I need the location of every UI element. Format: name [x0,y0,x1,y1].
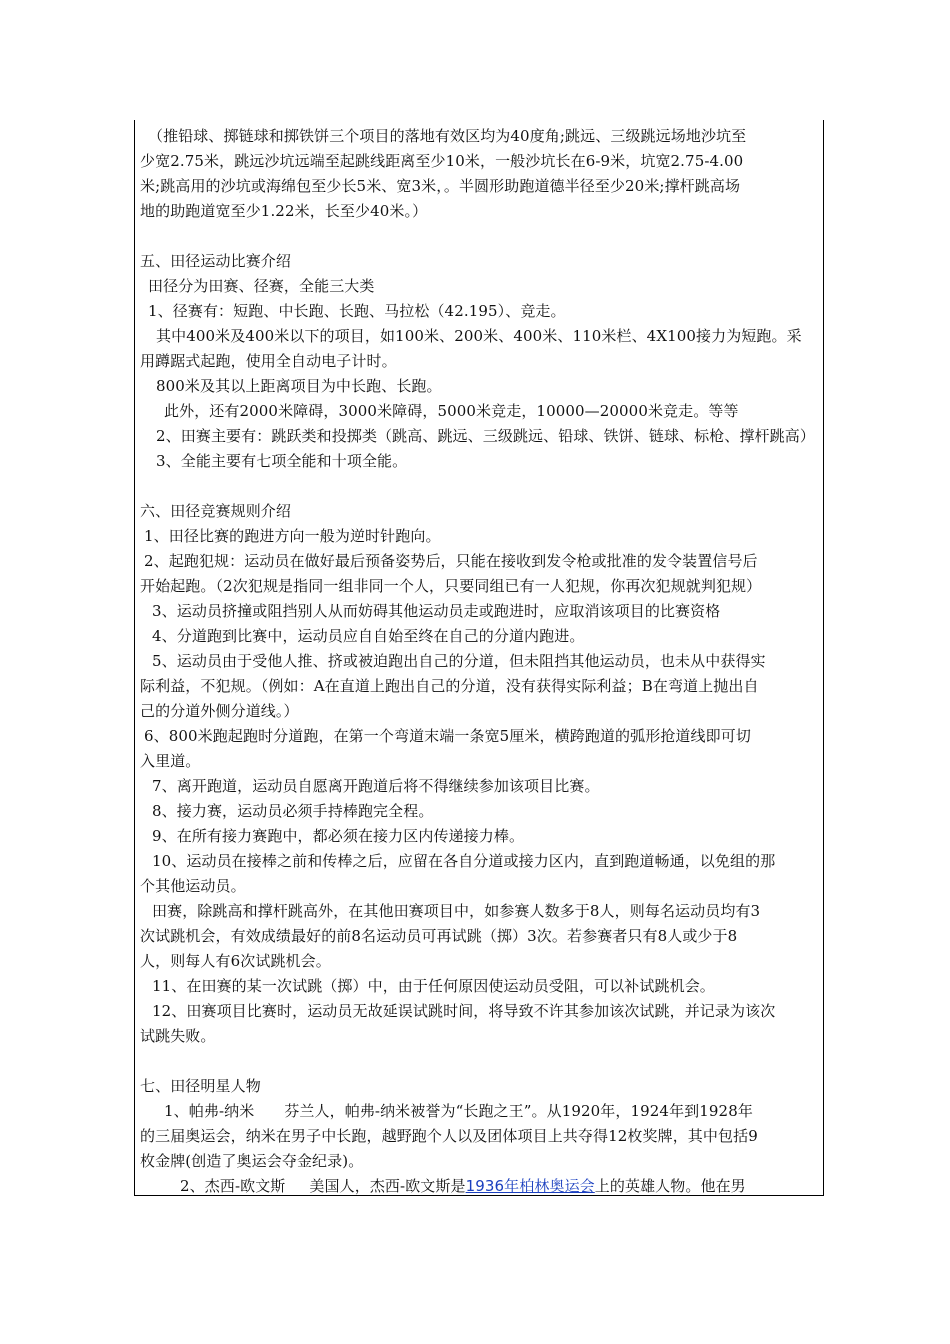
paragraph-line: 际利益，不犯规。（例如：A在直道上跑出自己的分道，没有获得实际利益；B在弯道上抛出自 [140,677,759,695]
paragraph-line: 入里道。 [140,752,201,770]
paragraph-line: 的三届奥运会，纳米在男子中长跑，越野跑个人以及团体项目上共夺得12枚奖牌，其中包括9 [140,1127,758,1145]
paragraph-line: 此外，还有2000米障碍，3000米障碍，5000米竞走，10000—20000米竞走。等等 [164,402,739,420]
paragraph-line: 12、田赛项目比赛时，运动员无故延误试跳时间，将导致不许其参加该次试跳，并记录为该次 [152,1002,776,1020]
paragraph-line: 7、离开跑道，运动员自愿离开跑道后将不得继续参加该项目比赛。 [152,777,600,795]
paragraph-line: 11、在田赛的某一次试跳（掷）中，由于任何原因使运动员受阻，可以补试跳机会。 [152,977,715,995]
blank-line [140,1049,820,1074]
paragraph-line: （推铅球、掷链球和掷铁饼三个项目的落地有效区均为40度角;跳远、三级跳远场地沙坑至 [148,127,747,145]
paragraph-line: 少宽2.75米，跳远沙坑远端至起跳线距离至少10米，一般沙坑长在6-9米，坑宽2.75-4.00 [140,152,744,170]
blank-line [140,474,820,499]
paragraph-line: 人，则每人有6次试跳机会。 [140,952,331,970]
paragraph-line: 8、接力赛，运动员必须手持棒跑完全程。 [152,802,434,820]
paragraph-line: 2、田赛主要有：跳跃类和投掷类（跳高、跳远、三级跳远、铅球、铁饼、链球、标枪、撑杆跳高） [156,427,815,445]
star-name: 1、帕弗-纳米 [164,1102,255,1120]
paragraph-line [140,1099,820,1124]
section-heading: 七、田径明星人物 [140,1077,261,1095]
star-name: 2、杰西-欧文斯 [180,1177,286,1195]
paragraph-line: 田赛，除跳高和撑杆跳高外，在其他田赛项目中，如参赛人数多于8人，则每名运动员均有3 [152,902,761,920]
star-description-tail: 上的英雄人物。他在男 [594,1177,746,1195]
paragraph-line: 米;跳高用的沙坑或海绵包至少长5米、宽3米，。半圆形助跑道德半径至少20米;撑杆跳高场 [140,177,741,195]
paragraph-line: 9、在所有接力赛跑中，都必须在接力区内传递接力棒。 [152,827,525,845]
star-description: 美国人，杰西-欧文斯是 [309,1177,466,1195]
blank-line [140,224,820,249]
paragraph-line: 用蹲踞式起跑，使用全自动电子计时。 [140,352,397,370]
section-heading: 五、田径运动比赛介绍 [140,252,292,270]
paragraph-line: 次试跳机会，有效成绩最好的前8名运动员可再试跳（掷）3次。若参赛者只有8人或少于8 [140,927,738,945]
star-description: 芬兰人，帕弗-纳米被誉为“长跑之王”。从1920年，1924年到1928年 [284,1102,753,1120]
paragraph-line: 4、分道跑到比赛中，运动员应自自始至终在自己的分道内跑进。 [152,627,585,645]
paragraph-line: 田径分为田赛、径赛，全能三大类 [148,277,375,295]
paragraph-line [140,1174,820,1199]
paragraph-line: 1、田径比赛的跑进方向一般为逆时针跑向。 [144,527,441,545]
olympics-1936-link[interactable]: 1936年柏林奥运会 [465,1177,595,1195]
paragraph-line: 3、全能主要有七项全能和十项全能。 [156,452,408,470]
paragraph-line: 其中400米及400米以下的项目，如100米、200米、400米、110米栏、4X100接力为短跑。采 [156,327,802,345]
paragraph-line: 5、运动员由于受他人推、挤或被迫跑出自己的分道，但未阻挡其他运动员，也未从中获得实 [152,652,766,670]
paragraph-line: 试跳失败。 [140,1027,216,1045]
paragraph-line: 开始起跑。（2次犯规是指同一组非同一个人，只要同组已有一人犯规，你再次犯规就判犯规） [140,577,762,595]
paragraph-line: 2、起跑犯规：运动员在做好最后预备姿势后，只能在接收到发令枪或批准的发令装置信号后 [144,552,758,570]
paragraph-line: 10、运动员在接棒之前和传棒之后，应留在各自分道或接力区内，直到跑道畅通，以免组的那 [152,852,776,870]
paragraph-line: 1、径赛有：短跑、中长跑、长跑、马拉松（42.195）、竞走。 [148,302,566,320]
paragraph-line: 6、800米跑起跑时分道跑，在第一个弯道末端一条宽5厘米，横跨跑道的弧形抢道线即可切 [144,727,751,745]
paragraph-line: 3、运动员挤撞或阻挡别人从而妨碍其他运动员走或跑进时，应取消该项目的比赛资格 [152,602,721,620]
document-body [140,124,820,1199]
paragraph-line: 800米及其以上距离项目为中长跑、长跑。 [156,377,442,395]
paragraph-line: 枚金牌(创造了奥运会夺金纪录)。 [140,1152,364,1170]
section-heading: 六、田径竞赛规则介绍 [140,502,292,520]
paragraph-line: 己的分道外侧分道线。） [140,702,299,720]
paragraph-line: 个其他运动员。 [140,877,246,895]
paragraph-line: 地的助跑道宽至少1.22米，长至少40米。） [140,202,428,220]
